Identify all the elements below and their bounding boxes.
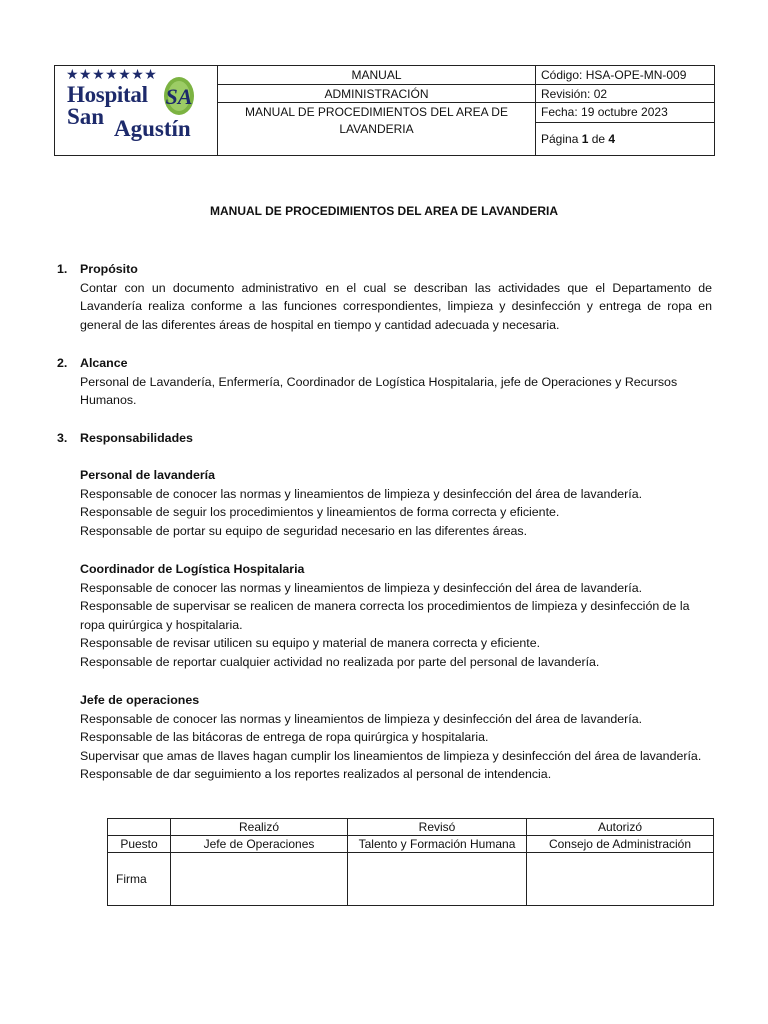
logo-cell [55,66,218,156]
page-total: 4 [608,131,616,146]
header-manual-cell: MANUAL [218,66,536,85]
resp-line: Responsable de dar seguimiento a los reportes realizados al personal de intendencia. [80,767,552,782]
section-heading: Responsabilidades [80,431,193,445]
hospital-logo [65,68,205,154]
resp-line: Responsable de reportar cualquier actividad no realizada por parte del personal de lavandería. [80,654,600,669]
resp-heading: Personal de lavandería [80,468,215,482]
column-header-realizo: Realizó [171,819,348,836]
logo-word-hospital: Hospital [67,82,148,107]
firma-realizo-field [171,853,348,906]
resp-line: ropa quirúrgica y hospitalaria. [80,617,243,632]
resp-heading: Jefe de operaciones [80,693,200,707]
resp-line: Responsable de conocer las normas y lineamientos de limpieza y desinfección del área de lavandería. [80,486,643,501]
signature-corner-cell [108,819,171,836]
resp-line: Responsable de seguir los procedimientos y lineamientos de forma correcta y eficiente. [80,505,560,520]
header-date-cell: Fecha: 19 octubre 2023 [536,103,715,122]
section-number: 1. [57,262,68,276]
firma-label: Firma [108,853,171,906]
page-sep: de [588,131,609,146]
section-text: Contar con un documento administrativo en el cual se describan las actividades que el Departamento de Lavandería realiza conforme a las funciones correspondientes, limpieza y desinfección y entrega de ropa en general de las diferentes áreas de hospital en tiempo y cantidad adecuada y necesaria. [80,280,712,332]
puesto-autorizo: Consejo de Administración [527,836,714,853]
page-current: 1 [581,131,589,146]
section-number: 3. [57,431,68,445]
resp-line: Responsable de portar su equipo de seguridad necesario en las diferentes áreas. [80,523,528,538]
resp-line: Supervisar que amas de llaves hagan cumplir los lineamientos de limpieza y desinfección del área de lavandería. [80,748,702,763]
firma-reviso-field [348,853,527,906]
resp-line: Responsable de conocer las normas y lineamientos de limpieza y desinfección del área de lavandería. [80,580,643,595]
resp-line: Responsable de conocer las normas y lineamientos de limpieza y desinfección del área de lavandería. [80,711,643,726]
resp-line: Responsable de revisar utilicen su equipo y material de manera correcta y eficiente. [80,636,541,651]
logo-word-agustin: Agustín [114,116,191,141]
resp-line: Responsable de supervisar se realicen de manera correcta los procedimientos de limpieza y desinfección de la [80,599,690,614]
puesto-realizo: Jefe de Operaciones [171,836,348,853]
logo-monogram-text: SA [165,84,193,109]
signature-puesto-row [108,836,714,853]
section-purpose [57,260,712,334]
section-heading: Alcance [80,356,128,370]
header-code-cell: Código: HSA-OPE-MN-009 [536,66,715,85]
signature-firma-row [108,853,714,906]
resp-block-laundry-staff [80,466,720,540]
firma-autorizo-field [527,853,714,906]
section-number: 2. [57,356,68,370]
column-header-autorizo: Autorizó [527,819,714,836]
section-scope [57,354,712,410]
header-page-cell [536,122,715,155]
resp-block-operations-chief [80,691,720,784]
resp-heading: Coordinador de Logística Hospitalaria [80,562,305,576]
header-revision-cell: Revisión: 02 [536,85,715,103]
puesto-reviso: Talento y Formación Humana [348,836,527,853]
signature-table [107,818,714,906]
signature-header-row [108,819,714,836]
resp-line: Responsable de las bitácoras de entrega de ropa quirúrgica y hospitalaria. [80,730,489,745]
header-admin-cell: ADMINISTRACIÓN [218,85,536,103]
resp-block-logistics-coordinator [80,560,720,672]
page-prefix: Página [541,131,582,146]
document-title: MANUAL DE PROCEDIMIENTOS DEL AREA DE LAVANDERIA [209,204,559,218]
logo-word-san: San [67,104,105,129]
section-heading: Propósito [80,262,138,276]
logo-sa-monogram [161,76,197,116]
column-header-reviso: Revisó [348,819,527,836]
section-responsibilities [57,429,712,448]
section-text: Personal de Lavandería, Enfermería, Coordinador de Logística Hospitalaria, jefe de Operaciones y Recursos Humanos. [80,374,678,407]
logo-stars: ★★★★★★★ [66,67,158,83]
document-header-table [54,65,715,156]
header-manual-title-cell: MANUAL DE PROCEDIMIENTOS DEL AREA DE LAVANDERIA [218,103,536,156]
puesto-label: Puesto [108,836,171,853]
